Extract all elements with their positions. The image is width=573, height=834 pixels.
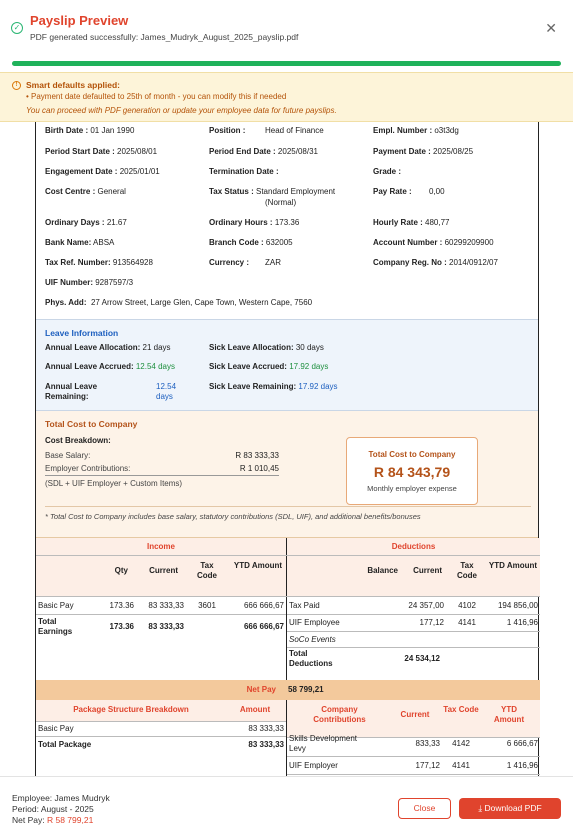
income-row-current: 83 333,33 bbox=[148, 601, 184, 610]
divider bbox=[36, 721, 286, 722]
net-pay-value: 58 799,21 bbox=[288, 685, 324, 694]
income-col-ytd: YTD Amount bbox=[233, 561, 283, 570]
package-total: 83 333,33 bbox=[248, 740, 284, 749]
tcc-card-value: R 84 343,79 bbox=[373, 464, 451, 480]
company-row-name: UIF Employer bbox=[289, 761, 338, 770]
company-col-current: Current bbox=[400, 710, 430, 719]
ded-row-current: 177,12 bbox=[419, 618, 444, 627]
sick-accrued: 17.92 days bbox=[289, 362, 329, 371]
annual-rem-label: Annual Leave bbox=[45, 382, 98, 391]
base-salary: R 83 333,33 bbox=[235, 451, 279, 460]
label: Ordinary Hours : bbox=[209, 218, 273, 227]
label: Position : bbox=[209, 126, 246, 135]
soco-events: SoCo Events bbox=[289, 635, 336, 644]
ded-total-label: Total bbox=[289, 649, 308, 658]
sick-remaining: 17.92 days bbox=[298, 382, 338, 391]
annual-alloc: 21 days bbox=[142, 343, 171, 352]
company-row-name: Skills Development bbox=[289, 734, 358, 743]
branch-code: 632005 bbox=[265, 238, 293, 247]
divider bbox=[286, 538, 287, 658]
employer-contrib-label: Employer Contributions: bbox=[45, 464, 131, 473]
payment-date: 2025/08/25 bbox=[433, 147, 474, 156]
divider bbox=[36, 736, 286, 737]
label: Cost Centre : bbox=[45, 187, 96, 196]
ded-total-current: 24 534,12 bbox=[404, 654, 440, 663]
alert-title: Smart defaults applied: bbox=[26, 80, 120, 90]
account-number: 60299209900 bbox=[444, 238, 494, 247]
cost-centre: General bbox=[97, 187, 126, 196]
company-row-ytd: 6 666,67 bbox=[506, 739, 538, 748]
ded-row-name: UIF Employee bbox=[289, 618, 340, 627]
income-row-qty: 173.36 bbox=[109, 601, 134, 610]
annual-rem-label-2: Remaining: bbox=[45, 392, 89, 401]
label: Account Number : bbox=[373, 238, 443, 247]
progress-fill bbox=[12, 61, 561, 66]
label: Phys. Add: bbox=[45, 298, 87, 307]
income-total-label: Total bbox=[38, 617, 57, 626]
tax-status-line2: (Normal) bbox=[265, 198, 297, 207]
label: Empl. Number : bbox=[373, 126, 433, 135]
label: Hourly Rate : bbox=[373, 218, 423, 227]
company-col-ytd: YTD Amount bbox=[493, 705, 525, 724]
ded-col-balance: Balance bbox=[367, 566, 398, 575]
divider bbox=[287, 647, 540, 648]
deductions-title: Deductions bbox=[391, 542, 436, 551]
divider bbox=[287, 614, 540, 615]
income-title: Income bbox=[146, 542, 175, 551]
tcc-card-title: Total Cost to Company bbox=[368, 450, 456, 459]
check-circle-icon: ✓ bbox=[11, 22, 23, 34]
close-button[interactable]: Close bbox=[398, 798, 451, 819]
label: Currency : bbox=[209, 258, 250, 267]
smart-defaults-alert bbox=[0, 72, 573, 122]
currency: ZAR bbox=[265, 258, 281, 267]
divider bbox=[36, 555, 540, 556]
cost-breakdown: Cost Breakdown: bbox=[45, 436, 111, 445]
ded-row-name: Tax Paid bbox=[289, 601, 320, 610]
label: Pay Rate : bbox=[373, 187, 412, 196]
ded-col-current: Current bbox=[413, 566, 442, 575]
alert-line: • Payment date defaulted to 25th of month - you can modify this if needed bbox=[26, 92, 287, 101]
divider bbox=[286, 647, 287, 680]
download-pdf-button[interactable] bbox=[459, 798, 561, 819]
progress-bar bbox=[12, 61, 561, 66]
package-row-name: Basic Pay bbox=[38, 724, 74, 733]
label: UIF Number: bbox=[45, 278, 93, 287]
company-reg: 2014/0912/07 bbox=[449, 258, 498, 267]
income-total-ytd: 666 666,67 bbox=[243, 622, 284, 631]
label: Payment Date : bbox=[373, 147, 431, 156]
income-col-qty: Qty bbox=[114, 566, 128, 575]
divider bbox=[287, 756, 540, 757]
uif-number: 9287597/3 bbox=[95, 278, 134, 287]
label: Birth Date : bbox=[45, 126, 89, 135]
income-row-name: Basic Pay bbox=[38, 601, 74, 610]
label: Sick Leave Allocation: bbox=[209, 343, 294, 352]
employee-details bbox=[36, 122, 538, 319]
label: Tax Status : bbox=[209, 187, 254, 196]
label: Bank Name: bbox=[45, 238, 92, 247]
package-row-amount: 83 333,33 bbox=[248, 724, 284, 733]
divider bbox=[287, 631, 540, 632]
divider bbox=[45, 475, 279, 476]
tcc-title: Total Cost to Company bbox=[45, 419, 138, 429]
payslip-document bbox=[35, 122, 539, 799]
ded-total-label-2: Deductions bbox=[289, 659, 333, 668]
income-col-taxcode: Tax Code bbox=[197, 561, 217, 580]
leave-information bbox=[36, 319, 538, 411]
ded-row-ytd: 1 416,96 bbox=[506, 618, 538, 627]
label: Sick Leave Remaining: bbox=[209, 382, 297, 391]
leave-title: Leave Information bbox=[45, 328, 119, 338]
label: Tax Ref. Number: bbox=[45, 258, 111, 267]
income-total-label-2: Earnings bbox=[38, 627, 73, 636]
phys-address: 27 Arrow Street, Large Glen, Cape Town, Western Cape, 7560 bbox=[90, 298, 313, 307]
label: Branch Code : bbox=[209, 238, 264, 247]
income-row-code: 3601 bbox=[198, 601, 216, 610]
pay-rate: 0,00 bbox=[429, 187, 445, 196]
modal-title: Payslip Preview bbox=[30, 13, 129, 28]
engagement-date: 2025/01/01 bbox=[119, 167, 160, 176]
tcc-card-sub: Monthly employer expense bbox=[367, 484, 457, 493]
company-row-current: 177,12 bbox=[415, 761, 440, 770]
income-total-current: 83 333,33 bbox=[148, 622, 184, 631]
package-amount-col: Amount bbox=[239, 705, 271, 714]
label: Annual Leave Allocation: bbox=[45, 343, 141, 352]
label: Engagement Date : bbox=[45, 167, 118, 176]
ordinary-hours: 173.36 bbox=[274, 218, 300, 227]
divider bbox=[45, 506, 531, 507]
info-icon: ! bbox=[12, 81, 21, 90]
company-row-code: 4141 bbox=[452, 761, 470, 770]
label: Ordinary Days : bbox=[45, 218, 105, 227]
ded-col-ytd: YTD Amount bbox=[488, 561, 538, 570]
download-icon: ⤓ bbox=[478, 803, 483, 813]
label: Grade : bbox=[373, 167, 402, 176]
package-title: Package Structure Breakdown bbox=[73, 705, 189, 714]
annual-accrued: 12.54 days bbox=[135, 362, 175, 371]
company-title: Company bbox=[321, 705, 358, 714]
company-row-code: 4142 bbox=[452, 739, 470, 748]
total-cost-section bbox=[36, 411, 538, 538]
period-start: 2025/08/01 bbox=[117, 147, 158, 156]
tax-ref: 913564928 bbox=[112, 258, 153, 267]
base-salary-label: Base Salary: bbox=[45, 451, 91, 460]
earnings-deductions-tables bbox=[36, 538, 538, 798]
footer-period: Period: August - 2025 bbox=[12, 804, 94, 814]
ordinary-days: 21.67 bbox=[106, 218, 127, 227]
modal-footer bbox=[0, 776, 573, 834]
ded-col-taxcode: Tax Code bbox=[457, 561, 477, 580]
period-end: 2025/08/31 bbox=[277, 147, 318, 156]
label: Sick Leave Accrued: bbox=[209, 362, 287, 371]
income-total-qty: 173.36 bbox=[109, 622, 134, 631]
divider bbox=[36, 596, 540, 597]
income-col-current: Current bbox=[149, 566, 178, 575]
modal-header bbox=[0, 0, 573, 70]
divider bbox=[287, 774, 540, 775]
birth-date: 01 Jan 1990 bbox=[90, 126, 135, 135]
footer-net-value: R 58 799,21 bbox=[46, 815, 94, 825]
annual-remaining: 12.54 bbox=[156, 382, 177, 391]
bank-name: ABSA bbox=[93, 238, 115, 247]
divider bbox=[36, 614, 286, 615]
hourly-rate: 480,77 bbox=[425, 218, 450, 227]
close-icon[interactable]: ✕ bbox=[545, 20, 557, 36]
label: Termination Date : bbox=[209, 167, 279, 176]
ded-row-current: 24 357,00 bbox=[408, 601, 444, 610]
tcc-summary-card bbox=[346, 437, 478, 505]
contrib-note: (SDL + UIF Employer + Custom Items) bbox=[45, 479, 183, 488]
footer-net-label: Net Pay: bbox=[12, 815, 45, 825]
label: Annual Leave Accrued: bbox=[45, 362, 134, 371]
package-total-label: Total Package bbox=[38, 740, 92, 749]
company-title-2: Contributions bbox=[313, 715, 366, 724]
company-col-taxcode: Tax Code bbox=[443, 705, 479, 714]
income-row-ytd: 666 666,67 bbox=[243, 601, 284, 610]
ded-row-code: 4141 bbox=[458, 618, 476, 627]
alert-note: You can proceed with PDF generation or update your employee data for future payslips. bbox=[26, 106, 337, 115]
label: Period Start Date : bbox=[45, 147, 115, 156]
download-label: Download PDF bbox=[484, 803, 542, 813]
modal-subtitle: PDF generated successfully: James_Mudryk_August_2025_payslip.pdf bbox=[30, 32, 299, 42]
label: Company Reg. No : bbox=[373, 258, 447, 267]
annual-remaining-unit: days bbox=[156, 392, 173, 401]
company-row-name-2: Levy bbox=[289, 744, 306, 753]
ded-row-code: 4102 bbox=[458, 601, 476, 610]
sick-alloc: 30 days bbox=[295, 343, 324, 352]
preview-scroll-area[interactable] bbox=[0, 122, 573, 776]
company-row-ytd: 1 416,96 bbox=[506, 761, 538, 770]
ded-row-ytd: 194 856,00 bbox=[497, 601, 538, 610]
label: Period End Date : bbox=[209, 147, 276, 156]
empl-number: o3t3dg bbox=[434, 126, 459, 135]
employer-contrib: R 1 010,45 bbox=[239, 464, 279, 473]
tax-status: Standard Employment bbox=[255, 187, 336, 196]
tcc-footnote: * Total Cost to Company includes base salary, statutory contributions (SDL, UIF), and additional benefits/bonuses bbox=[45, 512, 421, 521]
net-pay-label: Net Pay bbox=[246, 685, 276, 694]
position: Head of Finance bbox=[265, 126, 324, 135]
footer-employee: Employee: James Mudryk bbox=[12, 793, 110, 803]
company-row-current: 833,33 bbox=[415, 739, 440, 748]
